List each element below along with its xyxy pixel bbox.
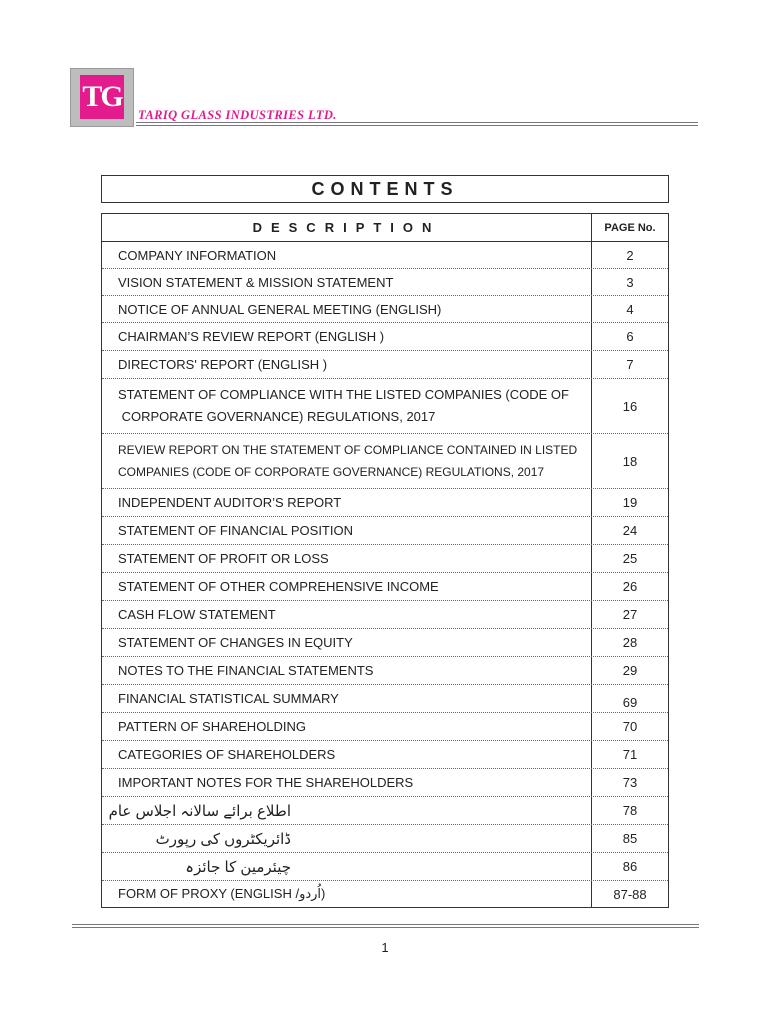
contents-table [101,213,669,908]
row-description: COMPANY INFORMATION [102,242,592,268]
row-description: STATEMENT OF CHANGES IN EQUITY [102,629,592,656]
urdu-text: اطلاع برائے سالانہ اجلاس عام [108,802,291,820]
row-page: 4 [626,301,634,317]
table-row [102,269,668,296]
table-row [102,296,668,323]
urdu-text: ڈائریکٹروں کی رپورٹ [155,830,291,848]
row-description: PATTERN OF SHAREHOLDING [102,713,592,740]
table-row [102,517,668,545]
row-page: 3 [626,274,634,290]
row-page: 25 [622,551,638,566]
row-description-urdu [102,825,592,852]
row-description: CASH FLOW STATEMENT [102,601,592,628]
page-number: 1 [381,940,389,955]
table-row [102,825,668,853]
header-divider [136,122,698,126]
row-page: 69 [622,695,638,710]
table-row [102,881,668,907]
table-row [102,629,668,657]
row-description: STATEMENT OF PROFIT OR LOSS [102,545,592,572]
row-description: STATEMENT OF FINANCIAL POSITION [102,517,592,544]
row-description: FINANCIAL STATISTICAL SUMMARY [102,685,592,712]
table-row [102,741,668,769]
row-description: FORM OF PROXY (ENGLISH /اُردو) [102,881,592,907]
row-description-line: CORPORATE GOVERNANCE) REGULATIONS, 2017 [118,409,436,424]
table-row [102,351,668,379]
row-page: 70 [622,719,638,734]
row-page: 26 [622,579,638,594]
row-page: 73 [622,775,638,790]
table-header [102,214,668,242]
table-row [102,434,668,489]
table-row [102,573,668,601]
row-page: 87-88 [613,886,647,902]
row-description: CHAIRMAN’S REVIEW REPORT (ENGLISH ) [102,323,592,350]
row-description-urdu [102,853,592,880]
footer-divider [72,924,699,928]
table-row [102,853,668,881]
row-description [102,379,592,433]
row-description-urdu [102,797,592,824]
table-row [102,323,668,351]
table-row [102,769,668,797]
row-description-line: STATEMENT OF COMPLIANCE WITH THE LISTED COMPANIES (CODE OF [118,387,569,402]
row-description: CATEGORIES OF SHAREHOLDERS [102,741,592,768]
row-description: NOTES TO THE FINANCIAL STATEMENTS [102,657,592,684]
table-row [102,545,668,573]
table-row [102,489,668,517]
row-description: NOTICE OF ANNUAL GENERAL MEETING (ENGLISH) [102,296,592,322]
row-page: 24 [622,523,638,538]
row-description: STATEMENT OF OTHER COMPREHENSIVE INCOME [102,573,592,600]
header-page-no: PAGE No. [604,221,656,234]
row-page: 86 [622,859,638,874]
row-page: 2 [626,247,634,263]
row-description: INDEPENDENT AUDITOR’S REPORT [102,489,592,516]
table-row [102,657,668,685]
row-page: 19 [622,495,638,510]
logo-text: TG [80,75,124,119]
table-row [102,242,668,269]
row-description: IMPORTANT NOTES FOR THE SHAREHOLDERS [102,769,592,796]
row-description: VISION STATEMENT & MISSION STATEMENT [102,269,592,295]
row-description-line: COMPANIES (CODE OF CORPORATE GOVERNANCE) REGULATIONS, 2017 [118,465,545,479]
row-page: 7 [626,357,634,372]
row-description [102,434,592,488]
table-row [102,601,668,629]
table-row [102,379,668,434]
page-title: CONTENTS [311,178,459,199]
row-page: 71 [622,747,638,762]
company-logo [70,68,134,127]
row-page: 6 [626,329,634,344]
row-page: 16 [622,398,638,414]
row-description-line: REVIEW REPORT ON THE STATEMENT OF COMPLIANCE CONTAINED IN LISTED [118,443,578,457]
row-page: 18 [622,453,638,469]
row-page: 28 [622,635,638,650]
urdu-text: چیئرمین کا جائزہ [185,858,291,876]
table-row [102,797,668,825]
row-description: DIRECTORS' REPORT (ENGLISH ) [102,351,592,378]
row-page: 85 [622,831,638,846]
row-page: 78 [622,803,638,818]
table-row [102,685,668,713]
title-box [101,175,669,203]
company-name: TARIQ GLASS INDUSTRIES LTD. [138,108,337,122]
row-page: 27 [622,607,638,622]
row-page: 29 [622,663,638,678]
table-row [102,713,668,741]
header-description: DESCRIPTION [102,214,592,241]
